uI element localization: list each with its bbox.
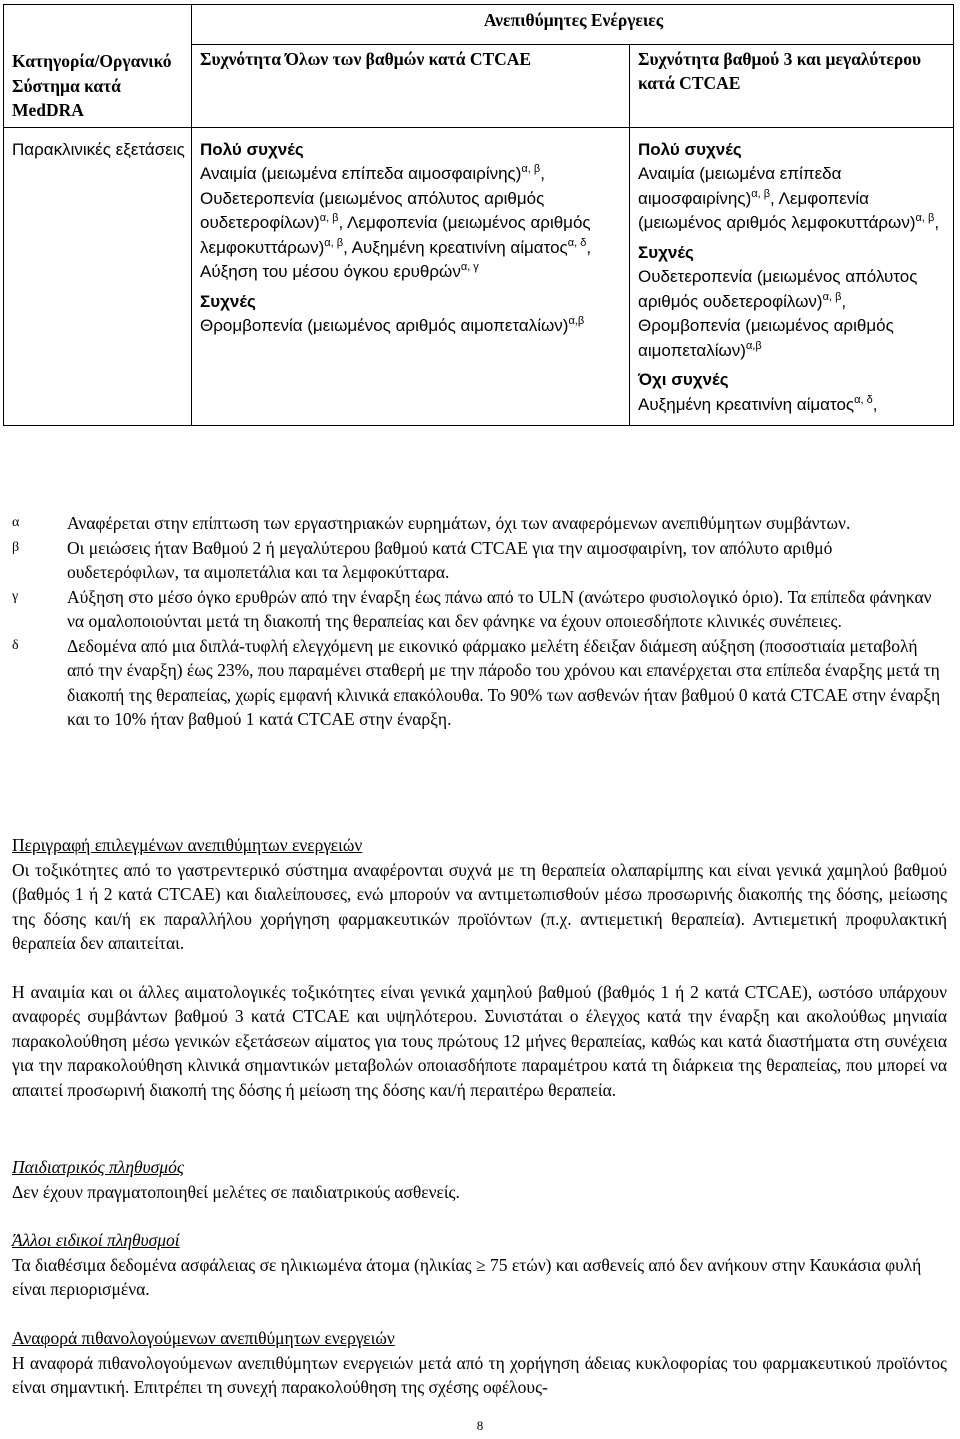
soc-name: Παρακλινικές εξετάσεις <box>12 139 185 159</box>
page-number: 8 <box>476 1418 484 1433</box>
special-populations <box>12 1228 947 1302</box>
paragraph: Η αναφορά πιθανολογούμενων ανεπιθύμητων ενεργειών μετά από τη χορήγηση άδειας κυκλοφορίας του φαρμακευτικού προϊόντος είναι σημαντική. Επιτρέπει τη συνεχή παρακολούθηση της σχέσης οφέλους- <box>12 1352 947 1397</box>
section-heading: Παιδιατρικός πληθυσμός <box>12 1157 184 1177</box>
footnote-text: Αύξηση στο μέσο όγκο ερυθρών από την έναρξη έως πάνω από το ULN (ανώτερο φυσιολογικό όριο). Τα επίπεδα φάνηκαν να ομαλοποιούνται μετά τη διακοπή της θεραπείας και δεν φάνηκε να έχουν οποιεσδήποτε κλινικές συνέπειες. <box>67 586 932 631</box>
soc-cell <box>4 127 192 426</box>
very-common-label: Πολύ συχνές <box>200 139 304 159</box>
section-heading: Περιγραφή επιλεγμένων ανεπιθύμητων ενεργειών <box>12 835 363 855</box>
footnote-gamma <box>12 585 947 634</box>
common-label: Συχνές <box>200 291 256 311</box>
footnote-text: Αναφέρεται στην επίπτωση των εργαστηριακών ευρημάτων, όχι των αναφερόμενων ανεπιθύμητων συμβάντων. <box>67 513 851 533</box>
footnote-text: Δεδομένα από μια διπλά-τυφλή ελεγχόμενη με εικονικό φάρμακο μελέτη έδειξαν διάμεση αύξηση (ποσοστιαία μεταβολή από την έναρξη) έως 23%, που παραμένει σταθερή με την πάροδο του χρόνου και επανέρχεται στα επίπεδα έναρξης μετά τη διακοπή της θεραπείας, χωρίς εμφανή κλινικά επακόλουθα. Το 90% των ασθενών ήταν βαθμού 0 κατά CTCAE στην έναρξη και το 10% ήταν βαθμού 1 κατά CTCAE στην έναρξη. <box>67 635 941 729</box>
common-list: Θρομβοπενία (μειωμένος αριθμός αιμοπεταλίων)$^{\alpha,\beta}$ <box>200 315 585 335</box>
g3-common-list: Ουδετεροπενία (μειωμένος απόλυτος αριθμός ουδετεροφίλων)$^{\alpha, \beta}$, Θρομβοπενία (μειωμένος αριθμός αιμοπεταλίων)$^{\alpha,\beta}$ <box>638 267 918 360</box>
group-header: Ανεπιθύμητες Ενέργειες <box>192 5 954 45</box>
grade3-header-cell <box>630 44 954 127</box>
adverse-reactions-table <box>3 4 954 426</box>
footnote-mark: α <box>12 515 20 530</box>
grade3-cell <box>630 127 954 426</box>
footnotes <box>12 497 947 732</box>
footnote-text: Οι μειώσεις ήταν Βαθμού 2 ή μεγαλύτερου βαθμού κατά CTCAE για την αιμοσφαιρίνη, τον απόλυτο αριθμό ουδετερόφιλων, τα αιμοπετάλια και τα λεμφοκύτταρα. <box>67 537 833 582</box>
section-heading: Αναφορά πιθανολογούμενων ανεπιθύμητων ενεργειών <box>12 1328 395 1348</box>
all-grades-cell <box>192 127 630 426</box>
reporting-section <box>12 1326 947 1400</box>
footnote-mark: δ <box>12 637 19 653</box>
g3-uncommon-list: Αυξημένη κρεατινίνη αίματος$^{\alpha, \delta}$, <box>638 393 878 414</box>
greater-equal-symbol: ≥ <box>475 1254 486 1275</box>
footnote-alpha <box>12 511 947 536</box>
grade3-header: Συχνότητα βαθμού 3 και μεγαλύτερου κατά CTCAE <box>638 48 922 94</box>
g3-uncommon-label: Όχι συχνές <box>638 370 729 389</box>
footnote-delta <box>12 634 947 732</box>
soc-header-cell <box>4 5 192 128</box>
footnote-beta <box>12 536 947 585</box>
section-heading: Άλλοι ειδικοί πληθυσμοί <box>12 1230 180 1250</box>
paragraph: Τα διαθέσιμα δεδομένα ασφάλειας σε ηλικιωμένα άτομα (ηλικίας ≥ 75 ετών) και ασθενείς από δεν ανήκουν στην Καυκάσια φυλή είναι περιορισμένα. <box>12 1254 922 1299</box>
selected-adverse-reactions <box>12 833 947 1102</box>
all-grades-header-cell <box>192 44 630 127</box>
g3-very-common-list: Αναιμία (μειωμένα επίπεδα αιμοσφαιρίνης)$^{\alpha, \beta}$, Λεμφοπενία (μειωμένος αριθμός λεμφοκυττάρων)$^{\alpha, \beta}$, <box>638 164 940 232</box>
g3-common-label: Συχνές <box>638 242 694 262</box>
soc-header: Κατηγορία/Οργανικό Σύστημα κατά MedDRA <box>12 51 172 120</box>
footnote-mark: γ <box>12 588 19 604</box>
footnote-mark: β <box>12 539 20 555</box>
paragraph: Δεν έχουν πραγματοποιηθεί μελέτες σε παιδιατρικούς ασθενείς. <box>12 1181 460 1202</box>
paragraph: Η αναιμία και οι άλλες αιματολογικές τοξικότητες είναι γενικά χαμηλού βαθμού (βαθμός 1 ή 2 κατά CTCAE), ωστόσο υπάρχουν αναφορές συμβάντων βαθμού 3 κατά CTCAE και υψηλότερου. Συνιστάται ο έλεγχος κατά την έναρξη και ακολούθως μηνιαία παρακολούθηση μέσω γενικών εξετάσεων αίματος για τους πρώτους 12 μήνες θεραπείας, καθώς και κατά διαστήματα στη συνέχεια για την παρακολούθηση κλινικά σημαντικών μεταβολών οποιασδήποτε παραμέτρου κατά τη διάρκεια της θεραπείας, που μπορεί να απαιτεί προσωρινή διακοπή της δόσης ή μείωση της δόσης και/ή περαιτέρω θεραπεία. <box>12 981 947 1100</box>
all-grades-header: Συχνότητα Όλων των βαθμών κατά CTCAE <box>200 48 532 69</box>
very-common-list: Αναιμία (μειωμένα επίπεδα αιμοσφαιρίνης)$^{\alpha, \beta}$, Ουδετεροπενία (μειωμένος απόλυτος αριθμός ουδετεροφίλων)$^{\alpha, \beta}$, Λεμφοπενία (μειωμένος αριθμός λεμφοκυττάρων)$^{\alpha, \beta}$, Αυξημένη κρεατινίνη αίματος$^{\alpha, \delta}$, Αύξηση του μέσου όγκου ερυθρών$^{\alpha, \gamma}$ <box>200 163 592 281</box>
g3-very-common-label: Πολύ συχνές <box>638 139 742 159</box>
paragraph: Οι τοξικότητες από το γαστρεντερικό σύστημα αναφέρονται συχνά με τη θεραπεία ολαπαρίμπης και είναι γενικά χαμηλού βαθμού (βαθμός 1 ή 2 κατά CTCAE) και διαλείπουσες, ενώ μπορούν να αντιμετωπισθούν μέσω προσωρινής διακοπής της δόσης, μείωσης της δόσης και/ή εκ παραλλήλου χορήγηση φαρμακευτικών προϊόντων (π.χ. αντιεμετική θεραπεία). Αντιεμετική προφυλακτική θεραπεία δεν απαιτείται. <box>12 859 947 953</box>
pediatric-population <box>12 1155 947 1204</box>
